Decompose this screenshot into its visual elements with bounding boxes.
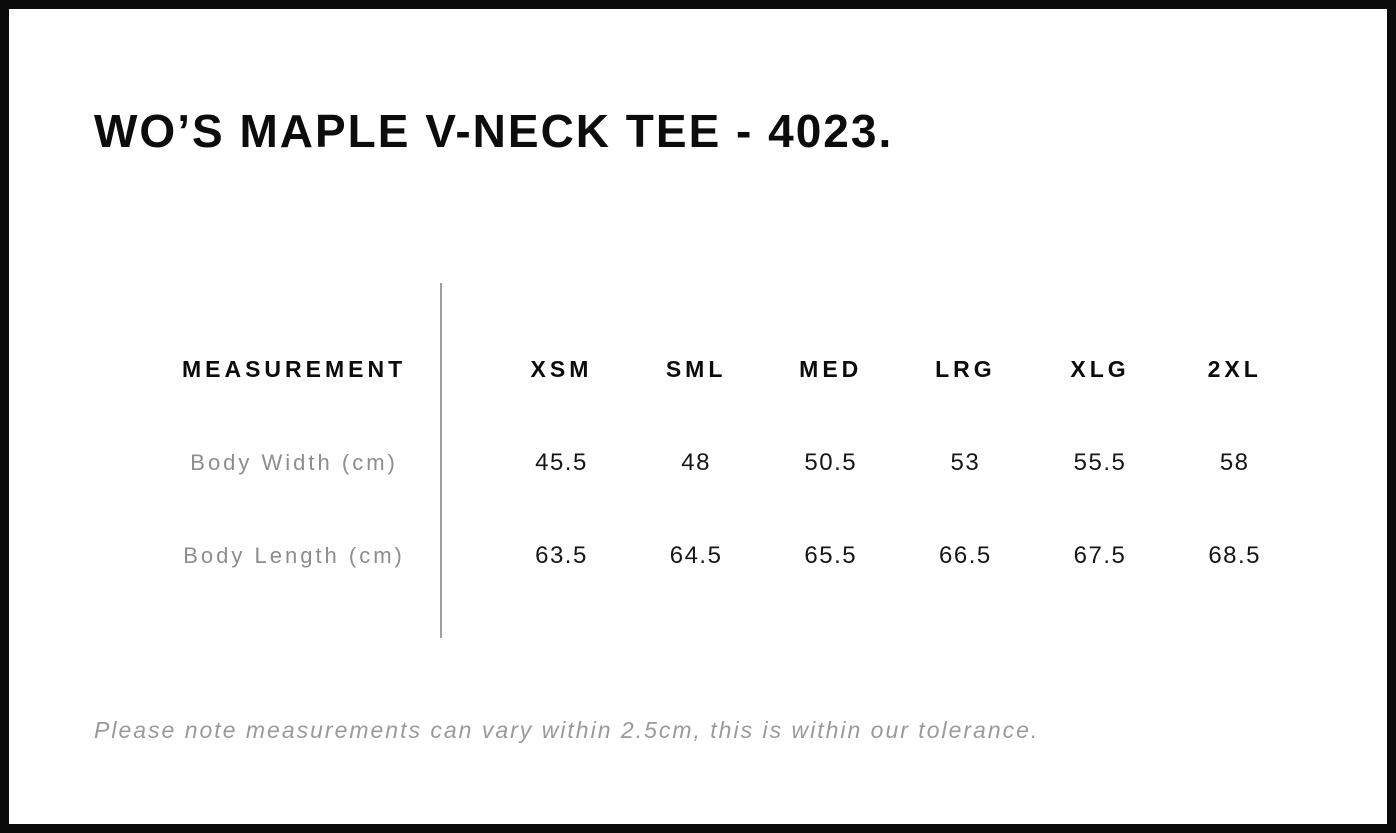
tolerance-note: Please note measurements can vary within 2.5cm, this is within our tolerance. [94,717,1040,743]
cell-body-width-lrg: 53 [950,448,981,476]
cell-body-length-xlg: 67.5 [1073,541,1127,569]
size-table [94,323,1302,602]
column-header-lrg: LRG [935,356,996,382]
row-label-body-width: Body Width (cm) [190,449,398,475]
column-header-sml: SML [665,356,727,382]
cell-body-width-2xl: 58 [1219,448,1250,476]
column-header-measurement: MEASUREMENT [181,356,407,382]
table-header-row [94,323,1302,416]
cell-body-length-med: 65.5 [804,541,858,569]
table-row-body-width [94,416,1302,509]
cell-body-length-lrg: 66.5 [939,541,992,569]
cell-body-length-xsm: 63.5 [535,541,588,569]
table-row-body-length [94,509,1302,602]
column-header-xlg: XLG [1070,356,1130,382]
cell-body-width-xlg: 55.5 [1073,448,1127,476]
column-header-med: MED [799,356,863,382]
cell-body-width-sml: 48 [681,448,711,476]
page-title: WO’S MAPLE V-NECK TEE - 4023. [94,105,894,157]
cell-body-width-xsm: 45.5 [535,448,588,476]
row-label-body-length: Body Length (cm) [183,542,405,568]
cell-body-width-med: 50.5 [804,448,858,476]
column-header-2xl: 2XL [1207,356,1262,382]
cell-body-length-2xl: 68.5 [1208,541,1262,569]
column-header-xsm: XSM [530,356,593,382]
cell-body-length-sml: 64.5 [669,541,723,569]
